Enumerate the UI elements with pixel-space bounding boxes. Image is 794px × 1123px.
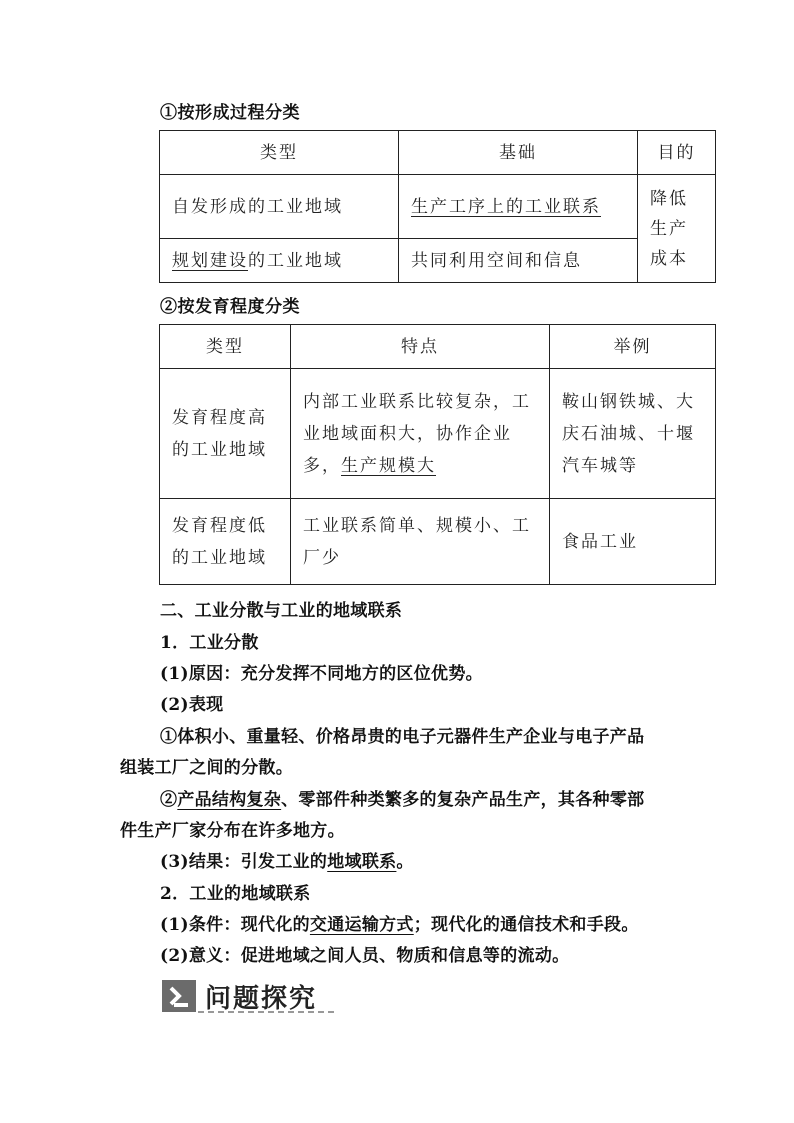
- sub2-heading: 2．工业的地域联系: [160, 884, 311, 904]
- arrow-icon-svg: [162, 980, 196, 1012]
- p2-underlined: 产品结构复杂: [177, 790, 282, 810]
- performance-line: (2)表现: [160, 695, 224, 715]
- row2-2-example: 食品工业: [550, 499, 716, 585]
- row1-type: 自发形成的工业地域: [160, 175, 399, 239]
- development-table: [159, 324, 716, 585]
- row2-type-rest: 的工业地域: [248, 250, 343, 271]
- row2-1-feature-plain: 内部工业联系比较复杂，工业地域面积大，协作企业多，: [303, 391, 531, 476]
- header2-feature: 特点: [291, 325, 550, 369]
- p1-line2: 组装工厂之间的分散。: [120, 758, 293, 778]
- p2-prefix: ②: [160, 790, 178, 810]
- p2-line2: 件生产厂家分布在许多地方。: [120, 821, 345, 841]
- section-banner-title: 问题探究: [205, 984, 318, 1014]
- sub1-heading: 1．工业分散: [160, 633, 259, 653]
- row2-2-type: 发育程度低的工业地域: [160, 499, 291, 585]
- result-line: [160, 847, 414, 872]
- row2-type-underlined: 规划建设: [172, 250, 248, 271]
- arrow-icon: [162, 980, 196, 1012]
- row1-basis: [399, 175, 638, 239]
- section2-title: ②按发育程度分类: [160, 297, 300, 317]
- row2-1-feature: [291, 369, 550, 499]
- header2-example: 举例: [550, 325, 716, 369]
- row2-1-type: 发育程度高的工业地域: [160, 369, 291, 499]
- p2-line1: [160, 785, 644, 810]
- header2-type: 类型: [160, 325, 291, 369]
- result-underlined: 地域联系: [327, 852, 397, 872]
- reason-line: (1)原因：充分发挥不同地方的区位优势。: [160, 664, 483, 684]
- row2-1-example: 鞍山钢铁城、大庆石油城、十堰汽车城等: [550, 369, 716, 499]
- row2-basis: 共同利用空间和信息: [399, 239, 638, 283]
- section1-title: ①按形成过程分类: [160, 103, 300, 123]
- header-type: 类型: [160, 131, 399, 175]
- p2-rest: 、零部件种类繁多的复杂产品生产，其各种零部: [281, 790, 645, 810]
- header-purpose: 目的: [638, 131, 716, 175]
- row2-1-feature-underlined: 生产规模大: [341, 455, 436, 476]
- row1-basis-text: 生产工序上的工业联系: [411, 196, 601, 217]
- row2-2-feature: 工业联系简单、规模小、工厂少: [291, 499, 550, 585]
- meaning-line: (2)意义：促进地域之间人员、物质和信息等的流动。: [160, 946, 570, 966]
- formation-table: [159, 130, 716, 283]
- part2-heading: 二、工业分散与工业的地域联系: [160, 601, 403, 621]
- result-suffix: 。: [396, 852, 414, 872]
- row2-type: [160, 239, 399, 283]
- p1-line1: ①体积小、重量轻、价格昂贵的电子元器件生产企业与电子产品: [160, 727, 645, 747]
- cond-prefix: (1)条件：现代化的: [160, 915, 310, 935]
- purpose-cell: 降低生产成本: [638, 175, 716, 283]
- result-prefix: (3)结果：引发工业的: [160, 852, 328, 872]
- cond-suffix: ；现代化的通信技术和手段。: [413, 915, 639, 935]
- cond-underlined: 交通运输方式: [309, 915, 414, 935]
- header-basis: 基础: [399, 131, 638, 175]
- condition-line: [160, 910, 639, 935]
- banner-divider: [198, 1011, 334, 1013]
